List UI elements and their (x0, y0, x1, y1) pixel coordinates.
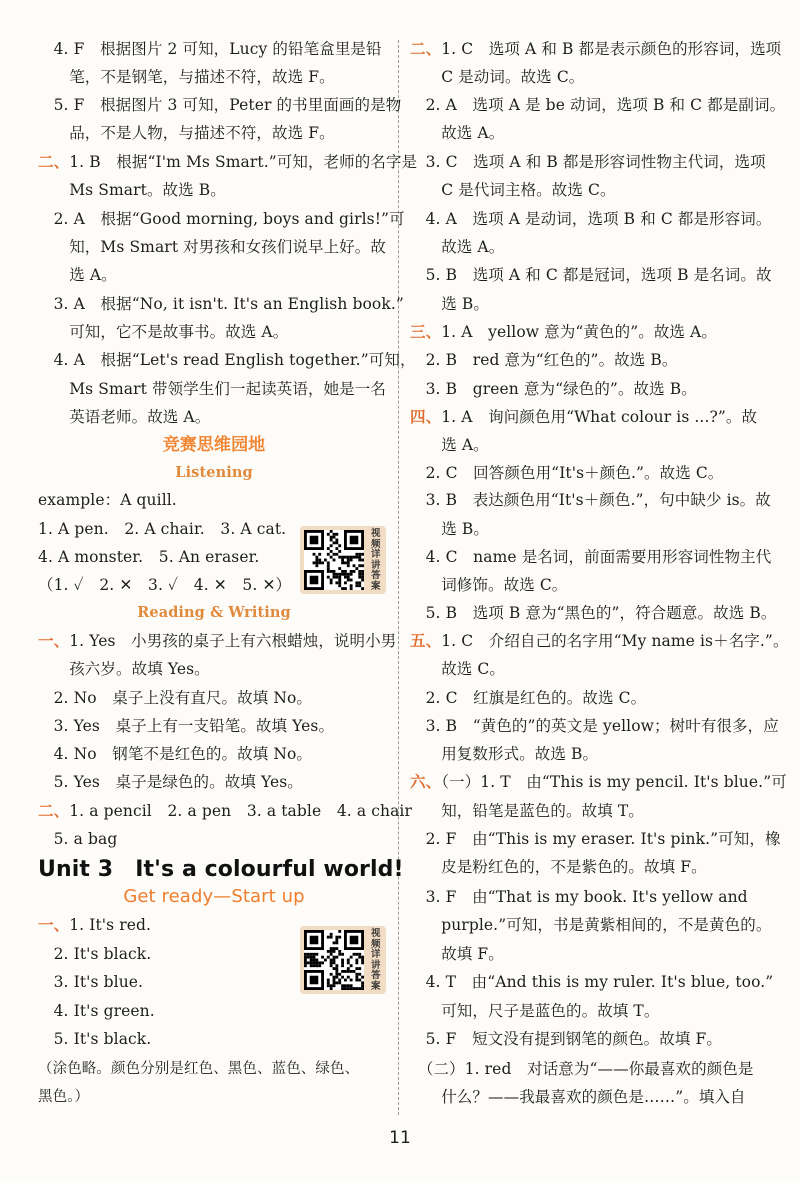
line-text: （1. ✓ 2. ✕ 3. ✓ 4. ✕ 5. ✕） (38, 576, 292, 594)
section-number: 二、 (410, 39, 442, 58)
answer-line (410, 771, 787, 793)
qr-code-video-2[interactable] (300, 926, 386, 994)
answer-line (38, 743, 390, 765)
answer-line (410, 1000, 766, 1022)
answer-line (38, 771, 390, 793)
answer-line (38, 800, 412, 822)
answer-line (410, 800, 766, 822)
section-number: 五、 (410, 631, 442, 650)
line-text: 词修饰。故选 C。 (410, 576, 568, 594)
line-text: 2. No 桌子上没有直尺。故填 No。 (38, 689, 313, 707)
line-text: 笔，不是钢笔，与描述不符，故选 F。 (38, 68, 335, 86)
line-text: 1. a pencil 2. a pen 3. a table 4. a chair (69, 802, 412, 820)
answer-line (410, 546, 772, 568)
line-text: Get ready—Start up (123, 886, 305, 907)
line-text: 4. C name 是名词，前面需要用形容词性物主代 (410, 548, 772, 566)
line-text: （二）1. red 对话意为“——你最喜欢的颜色是 (410, 1060, 754, 1078)
line-text: Ms Smart。故选 B。 (38, 181, 226, 199)
line-text: Listening (175, 464, 253, 481)
answer-line (38, 886, 390, 908)
line-text: 可知，它不是故事书。故选 A。 (38, 323, 289, 341)
answer-line (410, 518, 766, 540)
line-text: 皮是粉红色的，不是紫色的。故填 F。 (410, 858, 707, 876)
answer-line (38, 321, 390, 343)
line-text: 5. a bag (38, 830, 118, 848)
answer-line (38, 406, 390, 428)
answer-line (410, 434, 766, 456)
qr-code-icon (304, 930, 364, 990)
answer-line (38, 264, 390, 286)
answer-line (410, 378, 766, 400)
line-text: 1. A 询问颜色用“What colour is ...?”。故 (441, 408, 758, 426)
answer-line (410, 856, 766, 878)
answer-line (410, 574, 766, 596)
line-text: 1. It's red. (69, 916, 152, 934)
answer-line (410, 943, 766, 965)
line-text: 黑色。） (38, 1089, 90, 1105)
line-text: 2. It's black. (38, 945, 152, 963)
line-text: 4. F 根据图片 2 可知，Lucy 的铅笔盒里是铅 (38, 40, 382, 58)
answer-line (38, 122, 390, 144)
line-text: 5. B 选项 A 和 C 都是冠词，选项 B 是名词。故 (410, 266, 772, 284)
answer-line (410, 38, 782, 60)
answer-line (38, 38, 390, 60)
page-number: 11 (389, 1128, 411, 1148)
line-text: 故选 A。 (410, 238, 505, 256)
answer-line (410, 914, 772, 936)
line-text: 4. It's green. (38, 1002, 155, 1020)
line-text: example：A quill. (38, 491, 177, 509)
answer-line (38, 658, 390, 680)
line-text: 4. A monster. 5. An eraser. (38, 548, 260, 566)
answer-line (38, 462, 390, 484)
line-text: 5. Yes 桌子是绿色的。故填 Yes。 (38, 773, 303, 791)
answer-line (410, 122, 766, 144)
answer-line (38, 856, 404, 884)
line-text: 3. B green 意为“绿色的”。故选 B。 (410, 380, 697, 398)
line-text: 1. A pen. 2. A chair. 3. A cat. (38, 520, 287, 538)
line-text: 孩六岁。故填 Yes。 (38, 660, 210, 678)
answer-line (38, 630, 397, 652)
line-text: 3. B 表达颜色用“It's＋颜色.”，句中缺少 is。故 (410, 491, 771, 509)
answer-line (410, 630, 789, 652)
line-text: 选 A。 (38, 266, 117, 284)
answer-line (38, 687, 390, 709)
answer-line (410, 293, 766, 315)
answer-line (38, 1000, 390, 1022)
answer-line (410, 349, 766, 371)
line-text: （一）1. T 由“This is my pencil. It's blue.”可 (441, 773, 787, 791)
answer-line (38, 828, 390, 850)
answer-line (410, 687, 766, 709)
answer-line (410, 886, 766, 908)
line-text: 2. A 根据“Good morning, boys and girls!”可 (38, 210, 405, 228)
line-text: 2. F 由“This is my eraser. It's pink.”可知，橡 (410, 830, 781, 848)
section-number: 三、 (410, 322, 442, 341)
answer-line (410, 406, 766, 428)
line-text: 4. No 钢笔不是红色的。故填 No。 (38, 745, 313, 763)
answer-line (410, 151, 766, 173)
section-number: 二、 (38, 152, 70, 171)
line-text: Unit 3 It's a colourful world! (38, 857, 404, 882)
answer-line (38, 378, 390, 400)
line-text: 故选 C。 (410, 660, 505, 678)
line-text: 品，不是人物，与描述不符，故选 F。 (38, 124, 335, 142)
line-text: （涂色略。颜色分别是红色、黑色、蓝色、绿色、 (38, 1061, 360, 1077)
answer-line (38, 1058, 390, 1080)
line-text: 3. Yes 桌子上有一支铅笔。故填 Yes。 (38, 717, 335, 735)
column-divider (398, 40, 399, 1115)
line-text: 1. A yellow 意为“黄色的”。故选 A。 (441, 323, 717, 341)
line-text: 英语老师。故选 A。 (38, 408, 211, 426)
line-text: 1. C 介绍自己的名字用“My name is＋名字.”。 (441, 632, 789, 650)
line-text: 1. Yes 小男孩的桌子上有六根蜡烛，说明小男 (69, 632, 397, 650)
answer-line (410, 264, 772, 286)
line-text: 竞赛思维园地 (162, 435, 266, 455)
line-text: 3. F 由“That is my book. It's yellow and (410, 888, 748, 906)
section-number: 四、 (410, 407, 442, 426)
answer-line (410, 321, 766, 343)
answer-line (410, 208, 772, 230)
line-text: C 是代词主格。故选 C。 (410, 181, 616, 199)
line-text: 3. A 根据“No, it isn't. It's an English book.” (38, 295, 404, 313)
line-text: 5. F 根据图片 3 可知，Peter 的书里面画的是物 (38, 96, 402, 114)
qr-code-icon (304, 530, 364, 590)
line-text: 故选 A。 (410, 124, 505, 142)
answer-line (410, 66, 766, 88)
answer-line (38, 1028, 390, 1050)
line-text: Ms Smart 带领学生们一起读英语，她是一名 (38, 380, 386, 398)
qr-code-video-1[interactable] (300, 526, 386, 594)
answer-line (410, 658, 766, 680)
line-text: 选 B。 (410, 295, 489, 313)
line-text: 故填 F。 (410, 945, 504, 963)
line-text: 知，Ms Smart 对男孩和女孩们说早上好。故 (38, 238, 386, 256)
answer-line (38, 151, 418, 173)
section-number: 二、 (38, 801, 70, 820)
line-text: C 是动词。故选 C。 (410, 68, 585, 86)
answer-line (38, 1086, 390, 1108)
answer-line (410, 715, 779, 737)
line-text: 1. C 选项 A 和 B 都是表示颜色的形容词，选项 (441, 40, 782, 58)
line-text: 3. B “黄色的”的英文是 yellow；树叶有很多，应 (410, 717, 779, 735)
line-text: 选 A。 (410, 436, 489, 454)
line-text: 1. B 根据“I'm Ms Smart.”可知，老师的名字是 (69, 153, 418, 171)
line-text: purple.”可知，书是黄紫相间的，不是黄色的。 (410, 916, 772, 934)
line-text: 知，铅笔是蓝色的。故填 T。 (410, 802, 644, 820)
answer-line (410, 1086, 766, 1108)
line-text: 什么？——我最喜欢的颜色是……”。填入自 (410, 1088, 746, 1106)
line-text: 5. It's black. (38, 1030, 152, 1048)
line-text: 5. F 短文没有提到钢笔的颜色。故填 F。 (410, 1030, 722, 1048)
answer-line (410, 462, 766, 484)
line-text: 选 B。 (410, 520, 489, 538)
answer-line (410, 602, 777, 624)
line-text: 2. A 选项 A 是 be 动词，选项 B 和 C 都是副词。 (410, 96, 786, 114)
answer-line (410, 94, 786, 116)
line-text: 4. T 由“And this is my ruler. It's blue, too.” (410, 973, 774, 991)
answer-line (410, 236, 766, 258)
line-text: Reading & Writing (137, 604, 291, 621)
line-text: 2. B red 意为“红色的”。故选 B。 (410, 351, 678, 369)
answer-line (38, 489, 390, 511)
answer-line (38, 94, 402, 116)
section-number: 一、 (38, 631, 70, 650)
line-text: 用复数形式。故选 B。 (410, 745, 599, 763)
section-number: 一、 (38, 915, 70, 934)
answer-line (410, 1058, 766, 1080)
answer-line (410, 828, 781, 850)
line-text: 3. It's blue. (38, 973, 144, 991)
answer-line (38, 349, 416, 371)
answer-line (410, 1028, 766, 1050)
answer-line (38, 434, 390, 456)
section-number: 六、 (410, 772, 442, 791)
answer-line (38, 236, 390, 258)
line-text: 可知，尺子是蓝色的。故填 T。 (410, 1002, 660, 1020)
answer-line (38, 293, 404, 315)
answer-line (410, 179, 766, 201)
line-text: 3. C 选项 A 和 B 都是形容词性物主代词，选项 (410, 153, 766, 171)
answer-line (410, 743, 766, 765)
answer-line (38, 715, 390, 737)
answer-line (38, 208, 405, 230)
answer-line (38, 602, 390, 624)
answer-line (410, 971, 774, 993)
line-text: 2. C 红旗是红色的。故选 C。 (410, 689, 647, 707)
line-text: 4. A 根据“Let's read English together.”可知， (38, 351, 416, 369)
line-text: 2. C 回答颜色用“It's＋颜色.”。故选 C。 (410, 464, 724, 482)
answer-line (410, 489, 771, 511)
line-text: 5. B 选项 B 意为“黑色的”，符合题意。故选 B。 (410, 604, 777, 622)
qr-caption: 视频详讲答案 (371, 528, 381, 592)
answer-line (38, 66, 390, 88)
answer-line (38, 179, 390, 201)
line-text: 4. A 选项 A 是动词，选项 B 和 C 都是形容词。 (410, 210, 772, 228)
qr-caption: 视频详讲答案 (371, 928, 381, 992)
